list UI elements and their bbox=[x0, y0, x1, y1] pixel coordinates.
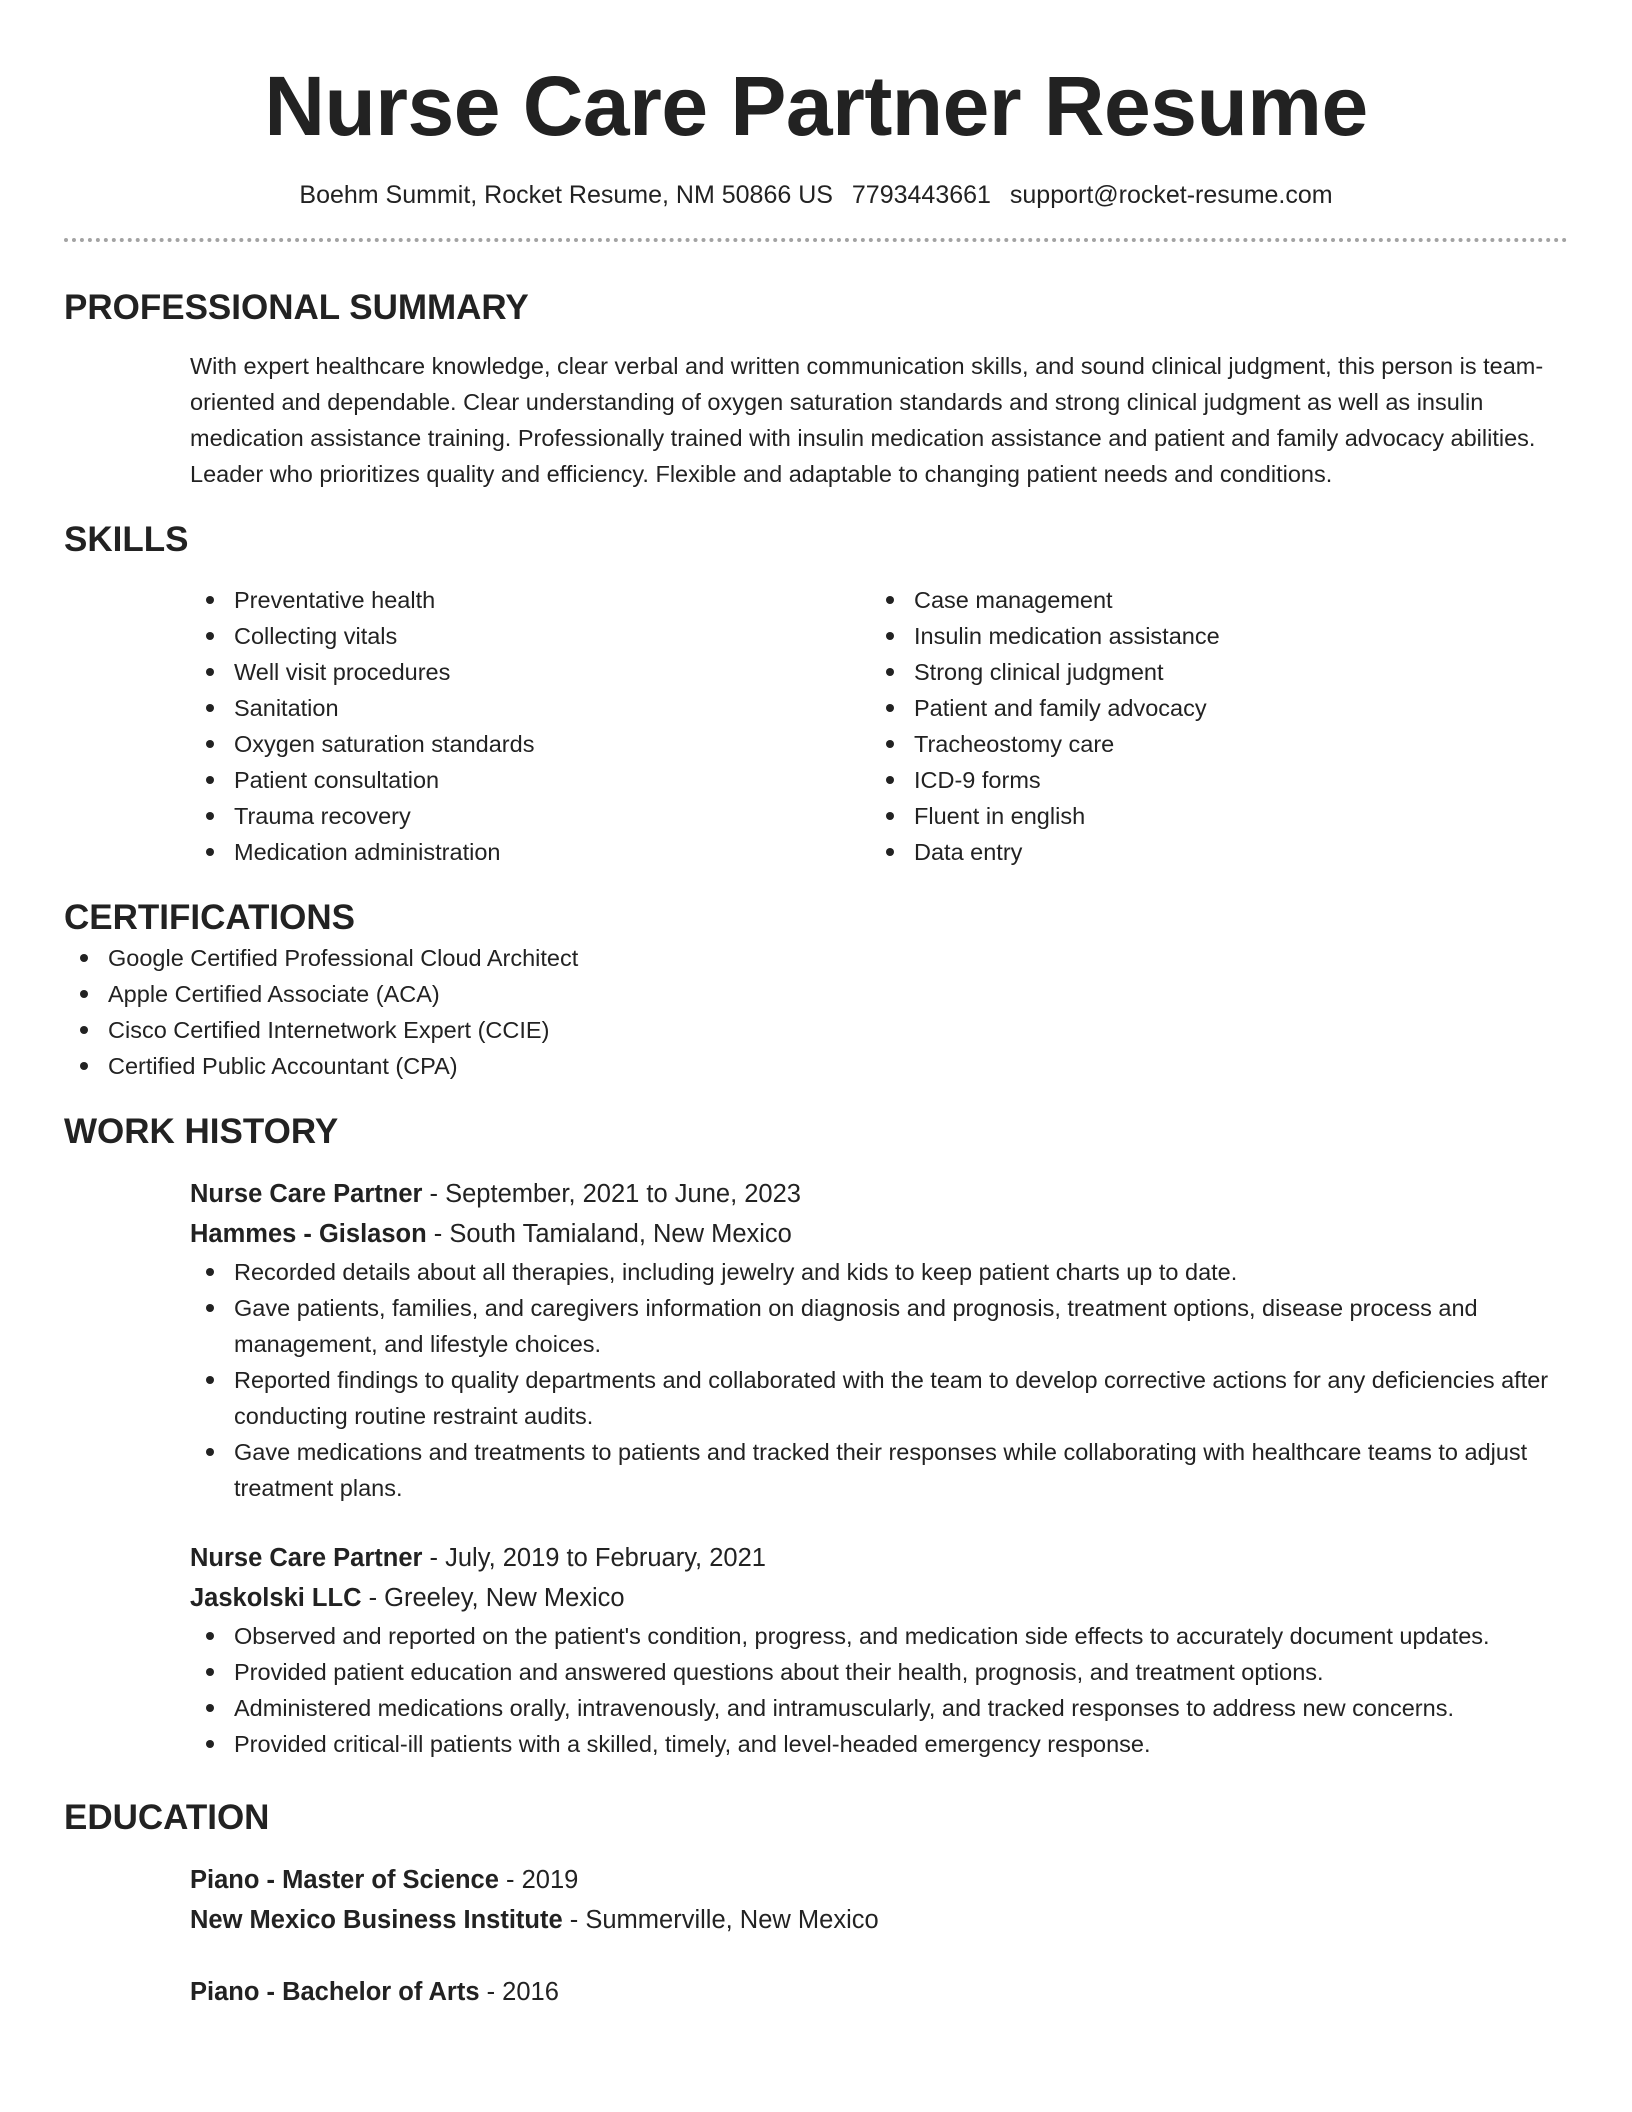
job-duty: Administered medications orally, intravenously, and intramuscularly, and tracked responses to address new concerns. bbox=[190, 1690, 1568, 1726]
skill-item: Medication administration bbox=[190, 834, 870, 870]
job-dates: - July, 2019 to February, 2021 bbox=[422, 1544, 766, 1572]
skills-list-right bbox=[870, 582, 1550, 870]
certifications-list bbox=[64, 940, 1568, 1084]
skill-item: Well visit procedures bbox=[190, 654, 870, 690]
skill-item: Oxygen saturation standards bbox=[190, 726, 870, 762]
education-year: - 2016 bbox=[479, 1978, 559, 2006]
job-entry bbox=[190, 1174, 1568, 1506]
education-school: New Mexico Business Institute bbox=[190, 1906, 563, 1934]
job-duty: Observed and reported on the patient's condition, progress, and medication side effects to accurately document updates. bbox=[190, 1618, 1568, 1654]
section-title-work-history: WORK HISTORY bbox=[64, 1112, 339, 1151]
skill-item: ICD-9 forms bbox=[870, 762, 1550, 798]
contact-email: support@rocket-resume.com bbox=[1009, 181, 1333, 209]
job-role-line bbox=[190, 1538, 1568, 1578]
job-location: - South Tamialand, New Mexico bbox=[426, 1220, 792, 1248]
contact-line bbox=[64, 178, 1568, 212]
job-entry bbox=[190, 1538, 1568, 1762]
job-location: - Greeley, New Mexico bbox=[361, 1584, 625, 1612]
job-company-line bbox=[190, 1214, 1568, 1254]
resume-title: Nurse Care Partner Resume bbox=[264, 59, 1368, 153]
certification-item: Apple Certified Associate (ACA) bbox=[64, 976, 1568, 1012]
skill-item: Trauma recovery bbox=[190, 798, 870, 834]
contact-address: Boehm Summit, Rocket Resume, NM 50866 US bbox=[299, 181, 833, 209]
skill-item: Collecting vitals bbox=[190, 618, 870, 654]
job-duties-list bbox=[190, 1618, 1568, 1762]
job-duty: Reported findings to quality departments and collaborated with the team to develop corrective actions for any deficiencies after conducting routine restraint audits. bbox=[190, 1362, 1568, 1434]
job-role-line bbox=[190, 1174, 1568, 1214]
certification-item: Google Certified Professional Cloud Architect bbox=[64, 940, 1568, 976]
education-year: - 2019 bbox=[498, 1866, 579, 1894]
education-degree: Piano - Bachelor of Arts bbox=[190, 1978, 480, 2006]
job-duty: Gave patients, families, and caregivers information on diagnosis and prognosis, treatment options, disease process and management, and lifestyle choices. bbox=[190, 1290, 1568, 1362]
job-company: Jaskolski LLC bbox=[190, 1584, 362, 1612]
education-location: - Summerville, New Mexico bbox=[562, 1906, 879, 1934]
skill-item: Patient consultation bbox=[190, 762, 870, 798]
section-title-summary: PROFESSIONAL SUMMARY bbox=[64, 288, 529, 327]
job-duties-list bbox=[190, 1254, 1568, 1506]
section-title-certifications: CERTIFICATIONS bbox=[64, 898, 356, 937]
education-degree-line bbox=[190, 1972, 1568, 2012]
resume-page bbox=[64, 0, 1568, 2012]
skills-grid bbox=[190, 582, 1568, 870]
skill-item: Insulin medication assistance bbox=[870, 618, 1550, 654]
job-duty: Gave medications and treatments to patients and tracked their responses while collaborating with healthcare teams to adjust treatment plans. bbox=[190, 1434, 1568, 1506]
skill-item: Tracheostomy care bbox=[870, 726, 1550, 762]
job-company-line bbox=[190, 1578, 1568, 1618]
section-title-skills: SKILLS bbox=[64, 520, 189, 559]
education-degree: Piano - Master of Science bbox=[190, 1866, 499, 1894]
certification-item: Certified Public Accountant (CPA) bbox=[64, 1048, 1568, 1084]
skill-item: Fluent in english bbox=[870, 798, 1550, 834]
summary-text: With expert healthcare knowledge, clear verbal and written communication skills, and sound clinical judgment, this person is team-oriented and dependable. Clear understanding of oxygen saturation standards and strong clinical judgment as well as insulin medication assistance training. Professionally trained with insulin medication assistance and patient and family advocacy abilities. Leader who prioritizes quality and efficiency. Flexible and adaptable to changing patient needs and conditions. bbox=[190, 353, 1544, 487]
job-company: Hammes - Gislason bbox=[190, 1220, 427, 1248]
job-dates: - September, 2021 to June, 2023 bbox=[422, 1180, 801, 1208]
skill-item: Strong clinical judgment bbox=[870, 654, 1550, 690]
job-duty: Recorded details about all therapies, including jewelry and kids to keep patient charts up to date. bbox=[190, 1254, 1568, 1290]
contact-phone: 7793443661 bbox=[851, 181, 991, 209]
education-entry bbox=[190, 1972, 1568, 2012]
skill-item: Preventative health bbox=[190, 582, 870, 618]
section-title-education: EDUCATION bbox=[64, 1798, 270, 1837]
education-entry bbox=[190, 1860, 1568, 1940]
education-school-line bbox=[190, 1900, 1568, 1940]
skill-item: Sanitation bbox=[190, 690, 870, 726]
education-degree-line bbox=[190, 1860, 1568, 1900]
job-role: Nurse Care Partner bbox=[190, 1180, 423, 1208]
certification-item: Cisco Certified Internetwork Expert (CCIE) bbox=[64, 1012, 1568, 1048]
skill-item: Patient and family advocacy bbox=[870, 690, 1550, 726]
skill-item: Case management bbox=[870, 582, 1550, 618]
skill-item: Data entry bbox=[870, 834, 1550, 870]
job-role: Nurse Care Partner bbox=[190, 1544, 423, 1572]
job-duty: Provided critical-ill patients with a skilled, timely, and level-headed emergency response. bbox=[190, 1726, 1568, 1762]
header-divider bbox=[64, 238, 1568, 242]
job-duty: Provided patient education and answered questions about their health, prognosis, and treatment options. bbox=[190, 1654, 1568, 1690]
skills-list-left bbox=[190, 582, 870, 870]
